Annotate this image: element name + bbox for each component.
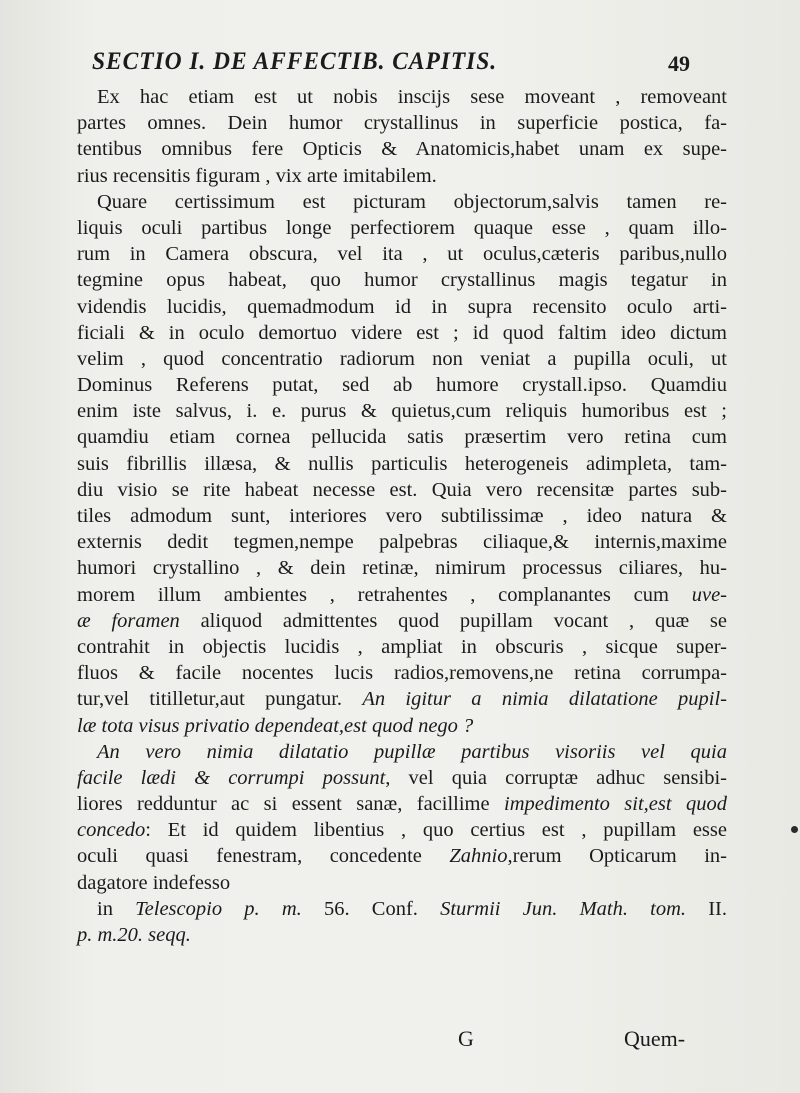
text-line [77, 608, 727, 634]
text-line [77, 686, 727, 712]
text-segment: 56. Conf. [301, 897, 441, 920]
text-line [77, 529, 727, 555]
catchword: Quem- [624, 1026, 686, 1051]
text-line [77, 765, 727, 791]
italic-text: læ tota visus privatio dependeat,est quod nego ? [77, 714, 474, 737]
text-segment: Quare certissimum est picturam objectorum,salvis tamen re- [97, 190, 727, 213]
text-segment: tegmine opus habeat, quo humor crystallinus magis tegatur in [77, 269, 727, 292]
italic-text: æ foramen [77, 609, 201, 632]
text-segment: Ex hac etiam est ut nobis inscijs sese moveant , removeant [97, 86, 727, 108]
text-line [77, 555, 727, 581]
text-line [77, 660, 727, 686]
text-line [77, 739, 727, 765]
text-line [77, 294, 727, 320]
text-line [77, 84, 727, 110]
italic-text: p. m.20. seqq. [77, 924, 191, 946]
text-line [77, 843, 727, 869]
text-segment: oculi quasi fenestram, concedente [77, 845, 450, 868]
text-segment: rius recensitis figuram , vix arte imitabilem. [77, 164, 437, 187]
italic-text: An vero nimia dilatatio pupillæ partibus visoriis vel quia [97, 740, 727, 763]
text-segment: dagatore indefesso [77, 871, 231, 894]
text-segment: tur,vel titilletur,aut pungatur. [77, 688, 363, 711]
paragraph [77, 739, 727, 896]
text-line [77, 241, 727, 267]
text-line [77, 477, 727, 503]
text-segment: enim iste salvus, i. e. purus & quietus,cum reliquis humoribus est ; [77, 400, 727, 423]
text-segment: velim , quod concentratio radiorum non veniat a pupilla oculi, ut [77, 347, 727, 370]
text-segment: II. [686, 897, 727, 920]
italic-text: An igitur a nimia dilatatione pupil- [362, 688, 727, 711]
italic-text: Sturmii Jun. Math. tom. [440, 897, 687, 920]
text-line [77, 267, 727, 293]
text-segment: videndis lucidis, quemadmodum id in supra recensito oculo arti- [77, 295, 727, 318]
text-line [77, 215, 727, 241]
italic-text: concedo [77, 819, 146, 842]
body-text [77, 84, 727, 948]
text-segment: tentibus omnibus fere Opticis & Anatomicis,habet unam ex supe- [77, 138, 727, 161]
text-segment: diu visio se rite habeat necesse est. Quia vero recensitæ partes sub- [77, 478, 727, 501]
text-segment: rum in Camera obscura, vel ita , ut oculus,cæteris paribus,nullo [77, 243, 727, 266]
italic-text: uve- [691, 583, 727, 606]
italic-text: Zahnio [449, 845, 508, 868]
text-segment: , vel quia corruptæ adhuc sensibi- [385, 766, 727, 789]
margin-ink-spot [791, 826, 798, 833]
running-head: SECTIO I. DE AFFECTIB. CAPITIS. [92, 48, 498, 75]
text-line [77, 870, 727, 896]
text-segment: externis dedit tegmen,nempe palpebras ciliaque,& internis,maxime [77, 531, 727, 554]
italic-text: Telescopio p. m. [135, 897, 302, 920]
text-line [77, 136, 727, 162]
text-segment: liquis oculi partibus longe perfectiorem quaque esse , quam illo- [77, 216, 727, 239]
text-line [77, 634, 727, 660]
text-line [77, 189, 727, 215]
text-segment: tiles admodum sunt, interiores vero subtilissimæ , ideo natura & [77, 505, 727, 527]
text-segment: aliquod admittentes quod pupillam vocant , quæ se [200, 609, 727, 632]
text-line [77, 817, 727, 843]
text-segment: ,rerum Opticarum in- [507, 845, 728, 868]
text-segment: liores redduntur ac si essent sanæ, facillime [77, 793, 505, 816]
text-line [77, 372, 727, 398]
text-segment: : Et id quidem libentius , quo certius est , pupillam esse [145, 819, 727, 842]
text-line [77, 896, 727, 922]
text-line [77, 922, 727, 948]
text-segment: quamdiu etiam cornea pellucida satis præsertim vero retina cum [77, 426, 727, 449]
text-segment: Dominus Referens putat, sed ab humore crystall.ipso. Quamdiu [77, 374, 727, 397]
text-segment: ficiali & in oculo demortuo videre est ; id quod faltim ideo dictum [77, 321, 727, 344]
text-segment: suis fibrillis illæsa, & nullis particulis heterogeneis adimpleta, tam- [77, 452, 727, 475]
paragraph [77, 189, 727, 739]
text-line [77, 451, 727, 477]
paragraph [77, 896, 727, 948]
text-line [77, 163, 727, 189]
page-header [0, 48, 800, 88]
text-line [77, 398, 727, 424]
text-segment: contrahit in objectis lucidis , ampliat in obscuris , sicque super- [77, 635, 727, 658]
text-line [77, 503, 727, 529]
italic-text: impedimento sit,est quod [504, 793, 727, 816]
text-line [77, 110, 727, 136]
italic-text: facile lædi & corrumpi possunt [77, 766, 386, 789]
text-segment: partes omnes. Dein humor crystallinus in superficie postica, fa- [77, 112, 727, 135]
text-line [77, 582, 727, 608]
page-footer [0, 1026, 800, 1058]
text-line [77, 424, 727, 450]
text-segment: humori crystallino , & dein retinæ, nimirum processus ciliares, hu- [77, 557, 727, 580]
text-line [77, 346, 727, 372]
text-segment: morem illum ambientes , retrahentes , complanantes cum [77, 583, 692, 606]
text-line [77, 791, 727, 817]
text-segment: in [97, 897, 136, 920]
text-line [77, 713, 727, 739]
page-number: 49 [668, 51, 690, 76]
signature-mark: G [458, 1026, 474, 1051]
paragraph [77, 84, 727, 189]
text-line [77, 320, 727, 346]
text-segment: fluos & facile nocentes lucis radios,removens,ne retina corrumpa- [77, 662, 727, 685]
